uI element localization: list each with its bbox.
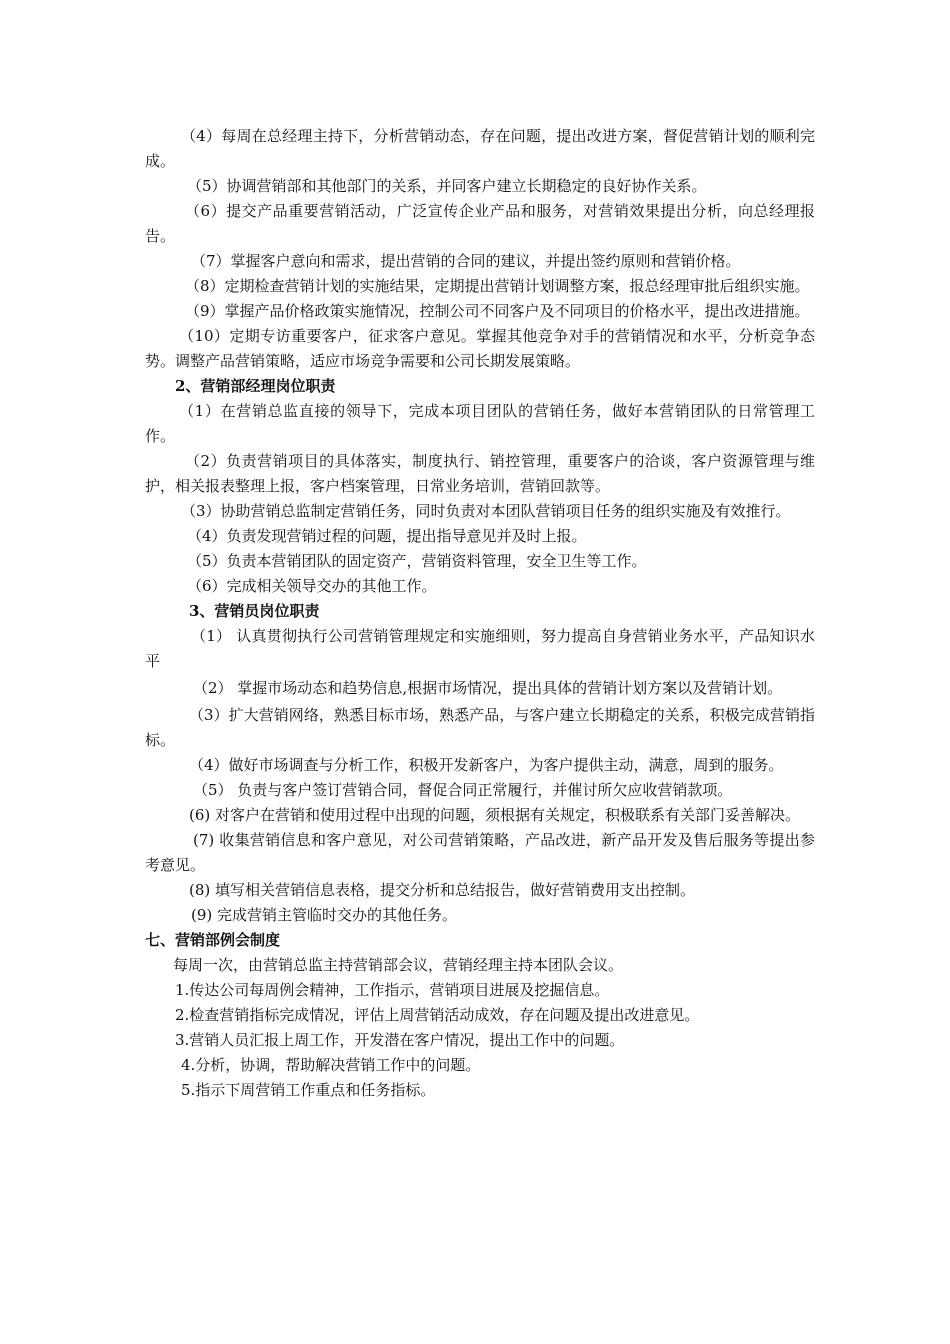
duty-paragraph: （3）协助营销总监制定营销任务，同时负责对本团队营销项目任务的组织实施及有效推行。 bbox=[181, 502, 791, 520]
duty-paragraph: （7）掌握客户意向和需求，提出营销的合同的建议，并提出签约原则和营销价格。 bbox=[191, 252, 741, 270]
meeting-item: 2.检查营销指标完成情况，评估上周营销活动成效，存在问题及提出改进意见。 bbox=[175, 1006, 700, 1024]
duty-paragraph: （4）每周在总经理主持下，分析营销动态，存在问题，提出改进方案，督促营销计划的顺利完成。 bbox=[145, 127, 815, 170]
section-heading: 2、营销部经理岗位职责 bbox=[175, 377, 336, 395]
meeting-item: 1.传达公司每周例会精神，工作指示，营销项目进展及挖掘信息。 bbox=[175, 981, 610, 999]
duty-paragraph: (9) 完成营销主管临时交办的其他任务。 bbox=[191, 906, 458, 924]
duty-paragraph: （5） 负责与客户签订营销合同，督促合同正常履行，并催讨所欠应收营销款项。 bbox=[193, 781, 733, 799]
duty-paragraph: （8）定期检查营销计划的实施结果，定期提出营销计划调整方案，报总经理审批后组织实施。 bbox=[185, 277, 810, 295]
duty-paragraph: （1） 认真贯彻执行公司营销管理规定和实施细则，努力提高自身营销业务水平，产品知识水平 bbox=[145, 627, 815, 670]
duty-paragraph: （3）扩大营销网络，熟悉目标市场，熟悉产品，与客户建立长期稳定的关系，积极完成营销指标。 bbox=[145, 706, 815, 749]
duty-paragraph: （5）负责本营销团队的固定资产，营销资料管理，安全卫生等工作。 bbox=[187, 552, 647, 570]
section-heading: 七、营销部例会制度 bbox=[145, 931, 281, 949]
duty-paragraph: (8) 填写相关营销信息表格，提交分析和总结报告，做好营销费用支出控制。 bbox=[189, 881, 696, 899]
duty-paragraph: （2）负责营销项目的具体落实，制度执行、销控管理，重要客户的洽谈，客户资源管理与维护，相关报表整理上报，客户档案管理，日常业务培训，营销回款等。 bbox=[145, 452, 815, 495]
duty-paragraph: (6) 对客户在营销和使用过程中出现的问题，须根据有关规定，积极联系有关部门妥善解决。 bbox=[189, 806, 801, 824]
duty-paragraph: （1）在营销总监直接的领导下，完成本项目团队的营销任务，做好本营销团队的日常管理工作。 bbox=[145, 402, 815, 445]
duty-paragraph: （9）掌握产品价格政策实施情况，控制公司不同客户及不同项目的价格水平，提出改进措施。 bbox=[185, 302, 810, 320]
meeting-paragraph: 每周一次，由营销总监主持营销部会议，营销经理主持本团队会议。 bbox=[173, 956, 624, 974]
meeting-item: 4.分析，协调，帮助解决营销工作中的问题。 bbox=[181, 1056, 481, 1074]
duty-paragraph: (7) 收集营销信息和客户意见，对公司营销策略，产品改进，新产品开发及售后服务等提出参考意见。 bbox=[145, 831, 815, 874]
meeting-item: 3.营销人员汇报上周工作，开发潜在客户情况，提出工作中的问题。 bbox=[175, 1031, 625, 1049]
document-body bbox=[145, 124, 815, 1103]
duty-paragraph: （4）负责发现营销过程的问题，提出指导意见并及时上报。 bbox=[187, 527, 587, 545]
duty-paragraph: （4）做好市场调查与分析工作，积极开发新客户，为客户提供主动，满意，周到的服务。 bbox=[189, 756, 784, 774]
duty-paragraph: （6）提交产品重要营销活动，广泛宣传企业产品和服务，对营销效果提出分析，向总经理报告。 bbox=[145, 202, 815, 245]
duty-paragraph: （5）协调营销部和其他部门的关系，并同客户建立长期稳定的良好协作关系。 bbox=[187, 177, 707, 195]
section-heading: 3、营销员岗位职责 bbox=[189, 602, 320, 620]
duty-paragraph: （6）完成相关领导交办的其他工作。 bbox=[187, 577, 437, 595]
duty-paragraph: （2） 掌握市场动态和趋势信息,根据市场情况，提出具体的营销计划方案以及营销计划。 bbox=[193, 679, 783, 697]
meeting-item: 5.指示下周营销工作重点和任务指标。 bbox=[181, 1081, 436, 1099]
duty-paragraph: （10）定期专访重要客户，征求客户意见。掌握其他竞争对手的营销情况和水平，分析竞争态势。调整产品营销策略，适应市场竞争需要和公司长期发展策略。 bbox=[145, 327, 815, 370]
